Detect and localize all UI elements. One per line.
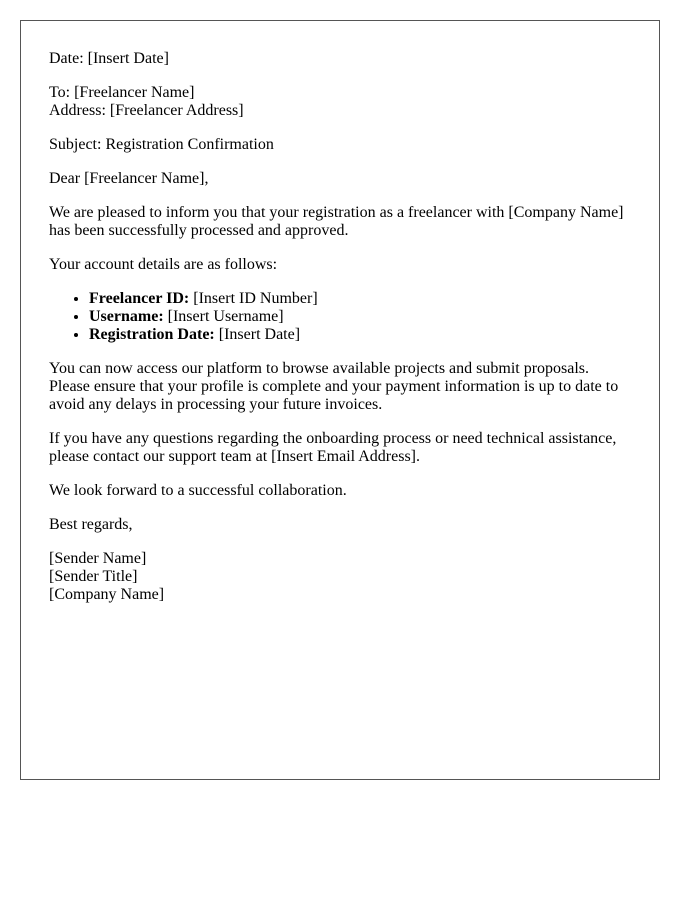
detail-item-freelancer-id <box>89 290 631 308</box>
recipient-address-line: Address: [Freelancer Address] <box>49 102 244 119</box>
recipient-block <box>49 84 631 120</box>
sender-title: [Sender Title] <box>49 568 138 585</box>
date-line: Date: [Insert Date] <box>49 50 169 67</box>
detail-label: Registration Date: <box>89 326 215 343</box>
salutation: Dear [Freelancer Name], <box>49 170 209 187</box>
subject-line: Subject: Registration Confirmation <box>49 136 274 153</box>
intro-paragraph: We are pleased to inform you that your registration as a freelancer with [Company Name] has been successfully processed and approved. <box>49 204 624 239</box>
detail-value: [Insert Username] <box>163 308 284 325</box>
letter-page <box>20 20 660 780</box>
detail-item-username <box>89 308 631 326</box>
details-intro: Your account details are as follows: <box>49 256 278 273</box>
account-details-list <box>49 290 631 344</box>
detail-label: Username: <box>89 308 164 325</box>
detail-value: [Insert Date] <box>214 326 301 343</box>
recipient-name-line: To: [Freelancer Name] <box>49 84 195 101</box>
contact-paragraph: If you have any questions regarding the onboarding process or need technical assistance, please contact our support team at [Insert Email Address]. <box>49 430 617 465</box>
signature-block <box>49 550 631 604</box>
sender-company: [Company Name] <box>49 586 165 603</box>
closing-paragraph: We look forward to a successful collaboration. <box>49 482 347 499</box>
sender-name: [Sender Name] <box>49 550 147 567</box>
sign-off: Best regards, <box>49 516 133 533</box>
access-paragraph: You can now access our platform to browse available projects and submit proposals. Please ensure that your profile is complete and your payment information is up to date to avoid any delays in processing your future invoices. <box>49 360 619 413</box>
detail-value: [Insert ID Number] <box>189 290 318 307</box>
detail-item-registration-date <box>89 326 631 344</box>
detail-label: Freelancer ID: <box>89 290 190 307</box>
